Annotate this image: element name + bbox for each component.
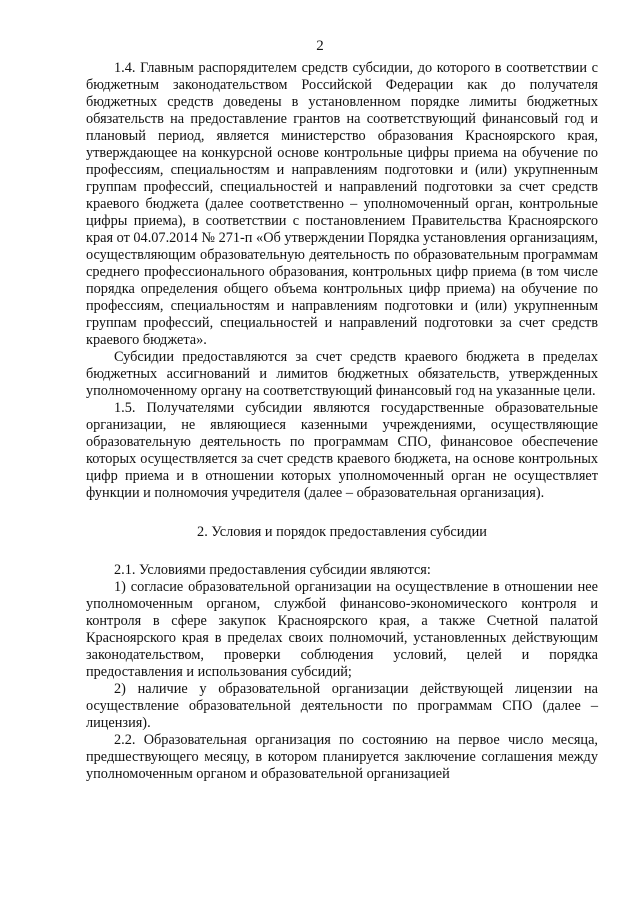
list-item-2: 2) наличие у образовательной организации действующей лицензии на осуществление образовательной деятельности по программам СПО (далее – лицензия). <box>86 681 598 731</box>
list-item-1: 1) согласие образовательной организации на осуществление в отношении нее уполномоченным органом, службой финансово-экономического контроля и контроля в сфере закупок Красноярского края, а также Счетной палатой Красноярского края в пределах своих полномочий, установленных действующим законодательством, проверки соблюдения условий, целей и порядка предоставления и использования субсидий; <box>86 579 598 680</box>
section-heading: 2. Условия и порядок предоставления субсидии <box>197 524 487 540</box>
paragraph-2-2: 2.2. Образовательная организация по состоянию на первое число месяца, предшествующего месяцу, в котором планируется заключение соглашения между уполномоченным органом и образовательной организацией <box>86 732 598 782</box>
document-body <box>86 60 598 783</box>
paragraph-subsidies-funding: Субсидии предоставляются за счет средств краевого бюджета в пределах бюджетных ассигнований и лимитов бюджетных обязательств, утвержденных уполномоченному органу на соответствующий финансовый год на указанные цели. <box>86 349 598 399</box>
paragraph-1-5: 1.5. Получателями субсидии являются государственные образовательные организации, не являющиеся казенными учреждениями, осуществляющие образовательную деятельность по программам СПО, финансовое обеспечение которых осуществляется за счет средств краевого бюджета, на основе контрольных цифр приема и в отношении которых уполномоченный орган не осуществляет функции и полномочия учредителя (далее – образовательная организация). <box>86 400 598 501</box>
paragraph-2-1: 2.1. Условиями предоставления субсидии являются: <box>114 562 431 578</box>
page-number: 2 <box>316 38 324 54</box>
paragraph-1-4: 1.4. Главным распорядителем средств субсидии, до которого в соответствии с бюджетным законодательством Российской Федерации как до получателя бюджетных средств доведены в установленном порядке лимиты бюджетных обязательств на предоставление грантов на соответствующий финансовый год и плановый период, является министерство образования Красноярского края, утверждающее на конкурсной основе контрольные цифры приема на обучение по профессиям, специальностям и направлениям подготовки и (или) укрупненным группам профессий, специальностей и направлений подготовки за счет средств краевого бюджета (далее соответственно – уполномоченный орган, контрольные цифры приема), в соответствии с постановлением Правительства Красноярского края от 04.07.2014 № 271-п «Об утверждении Порядка установления организациям, осуществляющим образовательную деятельность по образовательным программам среднего профессионального образования, контрольных цифр приема (в том числе порядка определения общего объема контрольных цифр приема) на обучение по профессиям, специальностям и направлениям подготовки и (или) укрупненным группам профессий, специальностей и направлений подготовки за счет средств краевого бюджета». <box>86 60 598 348</box>
